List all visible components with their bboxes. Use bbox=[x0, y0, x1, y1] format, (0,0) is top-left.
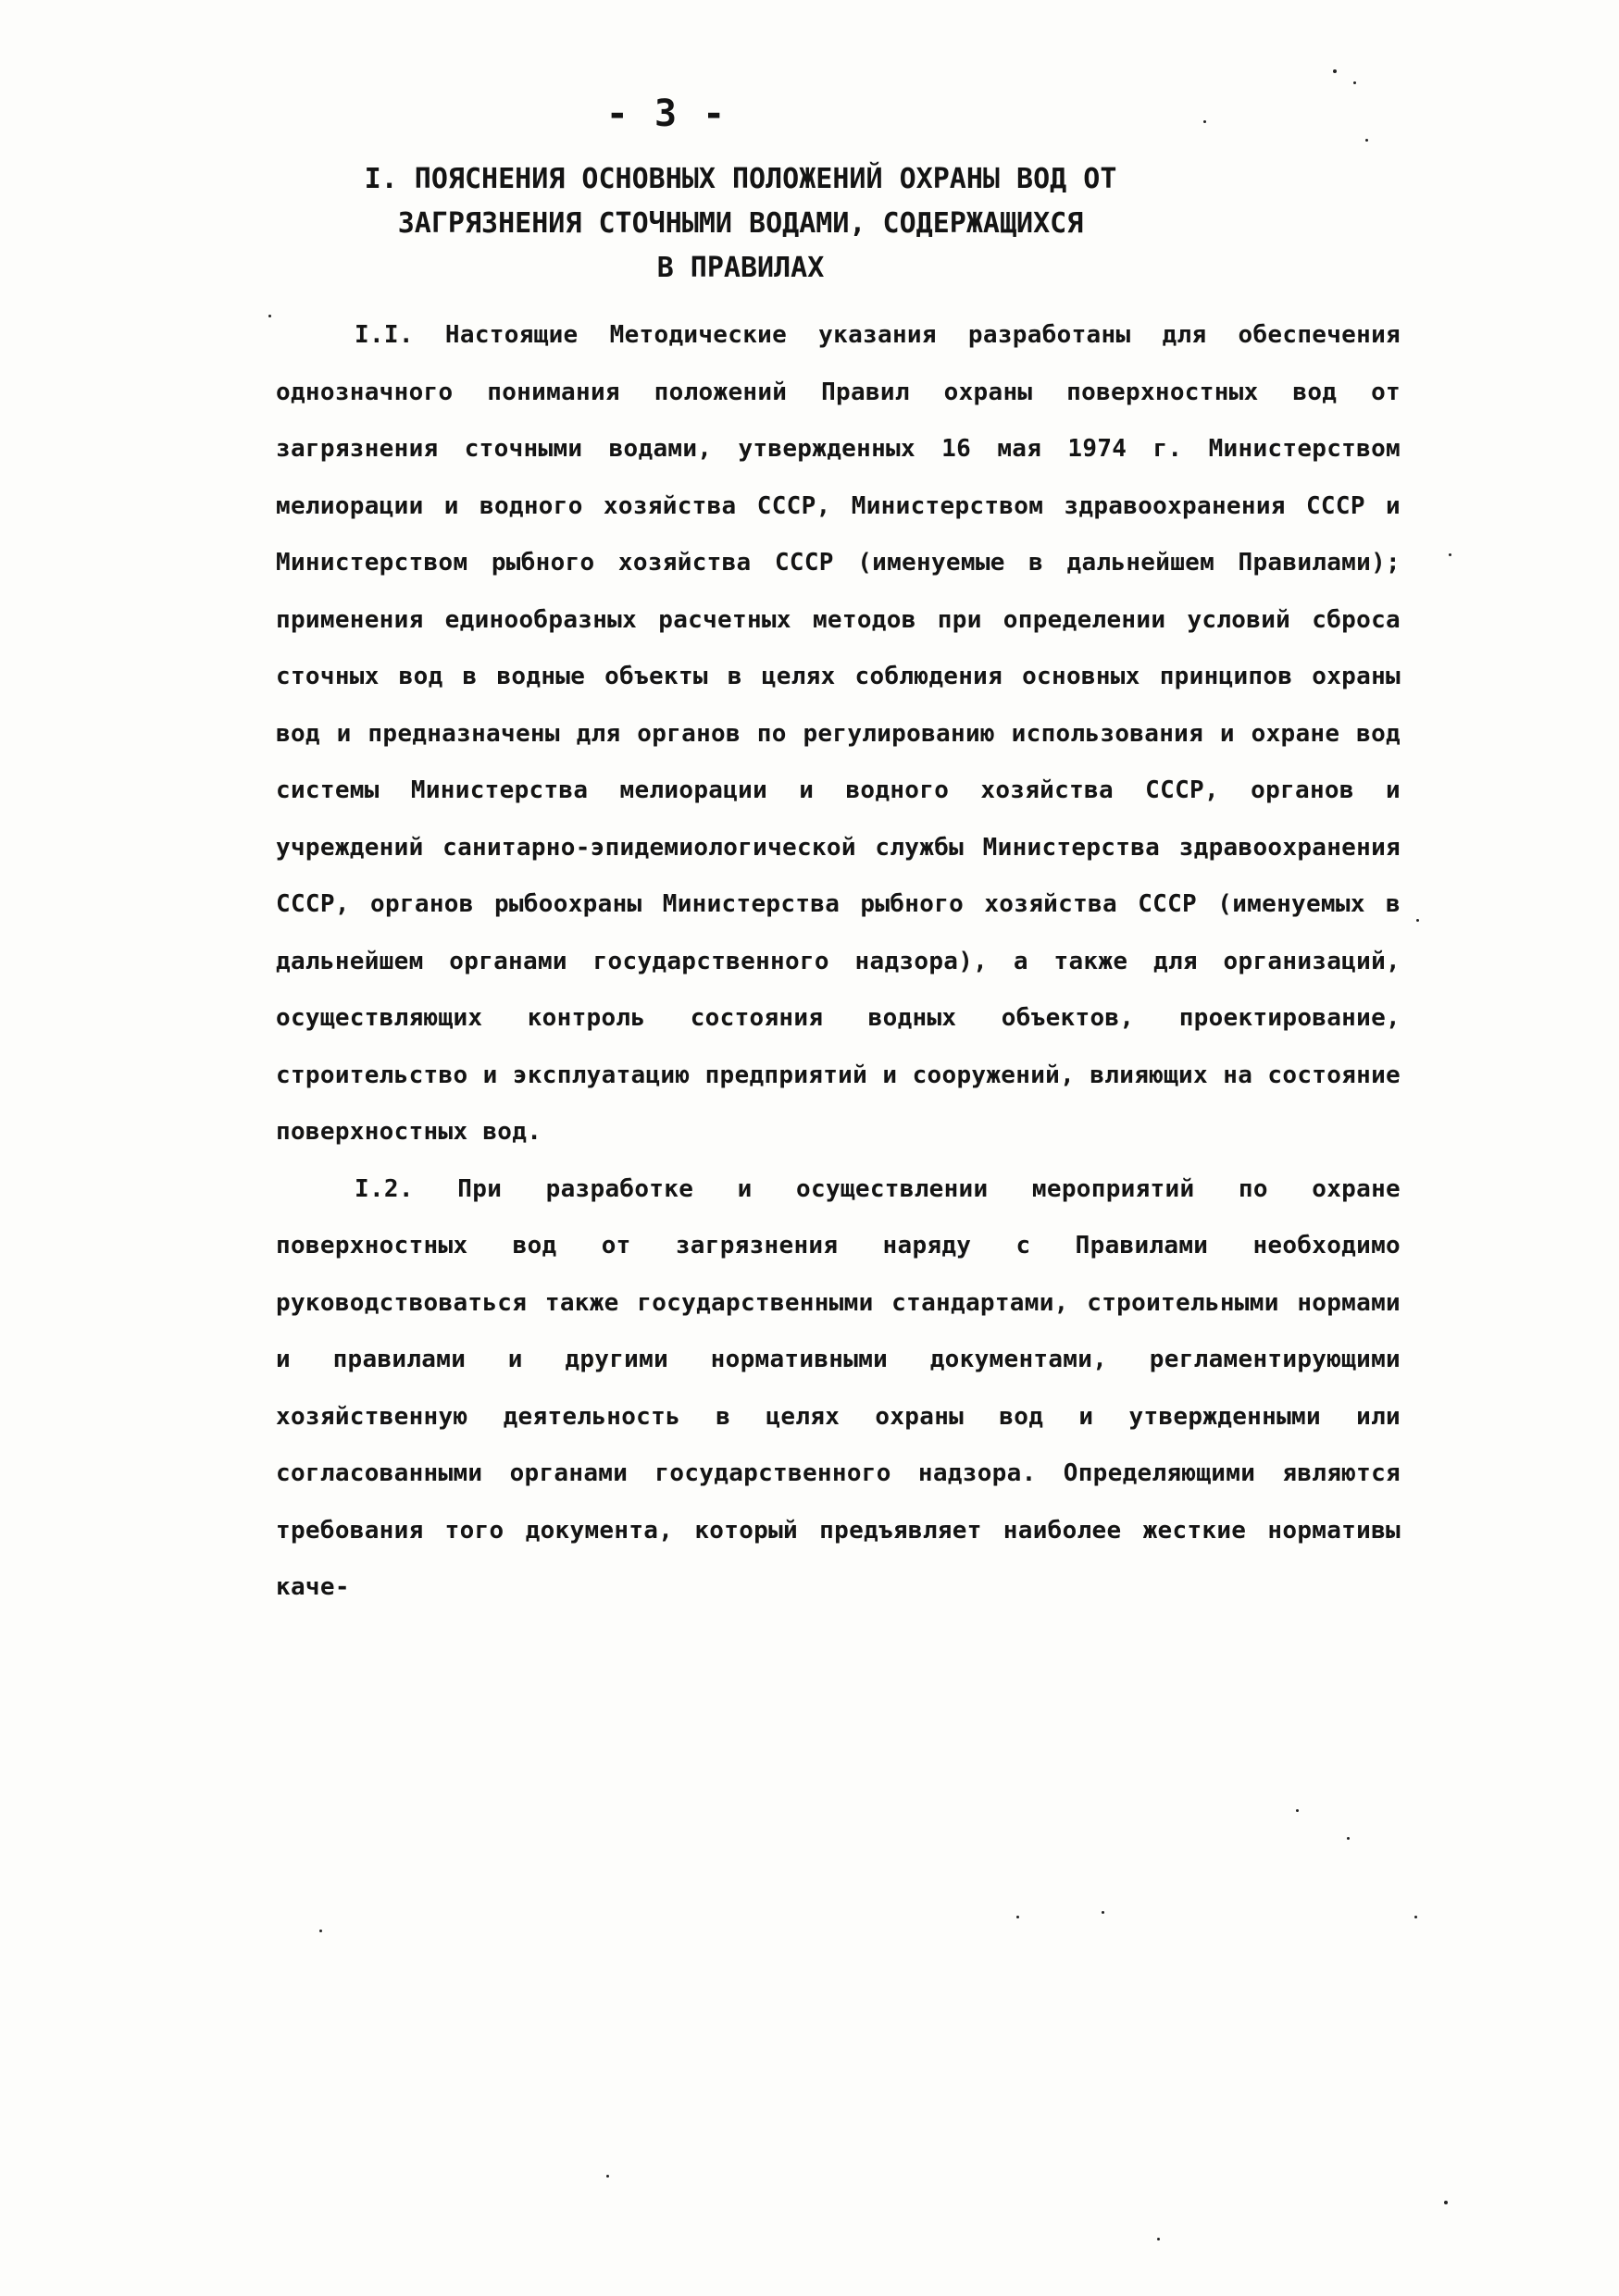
section-heading bbox=[278, 157, 1203, 291]
heading-line-2: ЗАГРЯЗНЕНИЯ СТОЧНЫМИ ВОДАМИ, СОДЕРЖАЩИХСЯ bbox=[397, 207, 1084, 240]
scan-speck bbox=[1102, 1911, 1104, 1914]
scan-speck bbox=[1333, 69, 1337, 73]
heading-line-3: В ПРАВИЛАХ bbox=[656, 252, 825, 284]
paragraph-1-1: I.I. Настоящие Методические указания разработаны для обеспечения однозначного понимания положений Правил охраны поверхностных вод от загрязнения сточными водами, утвержденных 16 мая 1974 г. Министерством мелиорации и водного хозяйства СССР, Министерством здравоохранения СССР и Министерством рыбного хозяйства СССР (именуемые в дальнейшем Правилами); применения единообразных расчетных методов при определении условий сброса сточных вод в водные объекты в целях соблюдения основных принципов охраны вод и предназначены для органов по регулированию использования и охране вод системы Министерства мелиорации и водного хозяйства СССР, органов и учреждений санитарно-эпидемиологической службы Министерства здравоохранения СССР, органов рыбоохраны Министерства рыбного хозяйства СССР (именуемых в дальнейшем органами государственного надзора), а также для организаций, осуществляющих контроль состояния водных объектов, проектирование, строительство и эксплуатацию предприятий и сооружений, влияющих на состояние поверхностных вод. bbox=[276, 321, 1401, 1146]
page-number: - 3 - bbox=[605, 93, 728, 135]
scan-speck bbox=[268, 315, 271, 317]
scan-speck bbox=[1347, 1837, 1350, 1840]
body-text bbox=[276, 307, 1401, 1617]
scan-speck bbox=[1203, 120, 1206, 123]
scan-speck bbox=[319, 1930, 322, 1932]
scan-speck bbox=[1416, 919, 1419, 922]
scan-speck bbox=[1157, 2238, 1160, 2240]
scan-speck bbox=[1016, 1916, 1019, 1918]
scan-speck bbox=[1449, 553, 1451, 556]
scan-speck bbox=[1353, 81, 1356, 84]
scan-speck bbox=[606, 2175, 609, 2178]
heading-line-1: I. ПОЯСНЕНИЯ ОСНОВНЫХ ПОЛОЖЕНИЙ ОХРАНЫ ВОД ОТ bbox=[364, 163, 1117, 195]
scan-speck bbox=[1444, 2201, 1448, 2204]
scan-speck bbox=[1414, 1916, 1417, 1918]
scan-speck bbox=[1365, 139, 1368, 142]
scan-speck bbox=[1296, 1809, 1299, 1812]
paragraph-1-2: I.2. При разработке и осуществлении мероприятий по охране поверхностных вод от загрязнения наряду с Правилами необходимо руководствоваться также государственными стандартами, строительными нормами и правилами и другими нормативными документами, регламентирующими хозяйственную деятельность в целях охраны вод и утвержденными или согласованными органами государственного надзора. Определяющими являются требования того документа, который предъявляет наиболее жесткие нормативы каче- bbox=[276, 1174, 1401, 1601]
